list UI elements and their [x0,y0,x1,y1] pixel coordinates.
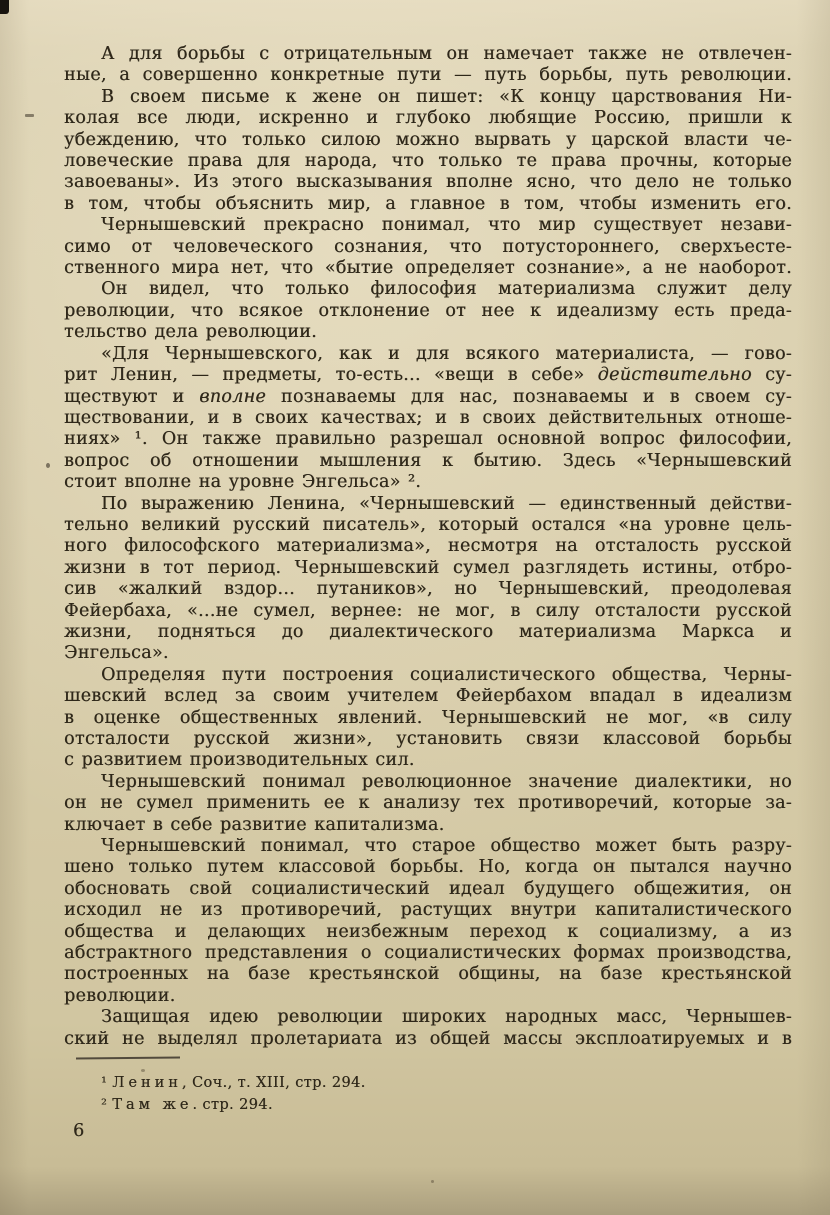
text-run: Защищая идею революции широких народных масс, Чернышев- [101,1007,792,1028]
text-line [64,87,792,108]
text-line [64,536,792,557]
footnote [64,1095,792,1117]
text-run: Фейербаха, «...не сумел, вернее: не мог, в силу отсталости русской [64,600,792,621]
text-line [64,558,792,579]
text-line [64,793,792,814]
text-line [64,258,792,279]
text-run: тельство дела революции. [64,322,318,343]
ink-speck [25,114,34,117]
text-line [64,429,792,450]
text-line [64,365,792,386]
paragraph [64,215,792,279]
text-line [64,344,792,365]
text-line [64,172,792,193]
text-run: революции, что всякое отклонение от нее к идеализму есть преда- [64,300,792,321]
paragraph [64,836,792,1007]
text-run: Чернышевский прекрасно понимал, что мир существует незави- [101,215,792,236]
text-run: «Для Чернышевского, как и для всякого материалиста, — гово- [101,343,792,364]
text-run: ² [101,1096,113,1113]
text-run: ственного мира нет, что «бытие определяет сознание», а не наоборот. [64,258,792,279]
text-run: убеждению, что только силою можно вырвать у царской власти че- [64,129,792,150]
text-run: тельно великий русский писатель», который остался «на уровне цель- [64,514,792,535]
text-run: общества и делающих неизбежным переход к социализму, а из [64,921,792,942]
text-run: Чернышевский понимал, что старое общество может быть разру- [101,836,792,857]
text-line [64,857,792,878]
footnotes [64,1073,792,1116]
text-line [64,922,792,943]
text-line [64,472,792,493]
text-line [64,301,792,322]
text-run: ключает в себе развитие капитализма. [64,814,445,835]
text-line [64,708,792,729]
text-line [64,601,792,622]
text-block [64,44,792,1050]
text-run: ществовании, и в своих качествах; и в своих действительных отноше- [64,407,792,428]
text-run: . стр. 294. [192,1096,273,1113]
text-run: отсталости русской жизни», установить связи классовой борьбы [64,729,792,749]
text-line [64,1007,792,1028]
text-line [64,151,792,172]
text-line [64,1029,792,1050]
text-run: Энгельса». [64,643,169,664]
footnote [64,1073,792,1095]
ink-speck [46,463,50,468]
text-run: ществуют и [64,386,200,407]
text-run: обосновать свой социалистический идеал будущего общежития, он [64,878,792,899]
text-line [64,130,792,151]
text-line [64,408,792,429]
paragraph [64,1007,792,1050]
text-run: действительно [597,365,752,386]
text-run: В своем письме к жене он пишет: «К концу царствования Ни- [101,86,792,107]
paragraph [64,344,792,494]
paragraph [64,494,792,665]
text-run: с развитием производительных сил. [64,750,415,771]
text-run: Определяя пути построения социалистического общества, Черны- [101,664,792,685]
text-run: ные, а совершенно конкретные пути — путь борьбы, путь революции. [64,65,792,86]
text-line [64,643,792,664]
text-line [64,494,792,515]
text-run: исходил не из противоречий, растущих внутри капиталистического [64,900,792,921]
text-line [64,194,792,215]
text-line [64,943,792,964]
text-line [64,237,792,258]
text-run: шено только путем классовой борьбы. Но, когда он пытался научно [64,857,792,878]
text-run: завоеваны». Из этого высказывания вполне ясно, что дело не только [64,172,792,193]
paragraph [64,772,792,836]
scan-corner-artifact [0,0,9,14]
text-line [64,665,792,686]
text-line [64,772,792,793]
paragraph [64,87,792,215]
text-line [64,879,792,900]
text-line [64,815,792,836]
text-run: шевский вслед за своим учителем Фейербахом впадал в идеализм [64,686,792,707]
text-line [64,964,792,985]
text-line [64,65,792,86]
text-run: симо от человеческого сознания, что потустороннего, сверхъесте- [64,236,792,257]
text-run: ¹ [101,1075,113,1091]
text-line [64,622,792,643]
text-line [64,750,792,771]
text-run: Там же [112,1096,193,1113]
text-run: вопрос об отношении мышления к бытию. Здесь «Чернышевский [64,450,792,471]
paragraph [64,44,792,87]
text-run: ский не выделял пролетариата из общей массы эксплоатируемых и в [64,1028,792,1049]
ink-speck [141,1069,145,1072]
text-run: рит Ленин, — предметы, то-есть... «вещи в себе» [64,365,598,386]
ink-speck [431,1180,434,1183]
text-line [64,686,792,707]
text-run: познаваемы для нас, познаваемы и в своем су- [266,386,792,407]
paragraph [64,279,792,343]
text-line [64,215,792,236]
text-run: По выражению Ленина, «Чернышевский — единственный действи- [101,493,792,514]
text-run: Чернышевский понимал революционное значение диалектики, но [101,771,792,792]
text-line [64,515,792,536]
text-run: построенных на базе крестьянской общины, на базе крестьянской [64,964,792,985]
text-run: су- [751,365,792,386]
text-line [64,387,792,408]
text-line [64,836,792,857]
page-number: 6 [73,1121,85,1141]
text-run: колая все люди, искренно и глубоко любящие Россию, пришли к [64,108,792,129]
text-line [64,579,792,600]
text-run: революции. [64,985,176,1006]
text-run: А для борьбы с отрицательным он намечает также не отвлечен- [101,44,792,64]
text-run: ного философского материализма», несмотря на отсталость русской [64,536,792,557]
text-run: он не сумел применить ее к анализу тех противоречий, которые за- [64,793,792,814]
text-line [64,451,792,472]
text-run: ловеческие права для народа, что только те права прочны, которые [64,151,792,172]
text-run: жизни, подняться до диалектического материализма Маркса и [64,621,792,642]
text-run: ниях» ¹. Он также правильно разрешал основной вопрос философии, [64,429,792,450]
text-line [64,279,792,300]
text-line [64,986,792,1007]
text-run: Ленин [112,1075,182,1091]
text-line [64,900,792,921]
footnote-rule [76,1057,180,1060]
paragraph [64,665,792,772]
text-line [64,108,792,129]
text-line [64,44,792,65]
text-run: Он видел, что только философия материализма служит делу [101,279,792,300]
text-run: стоит вполне на уровне Энгельса» ². [64,472,422,493]
text-run: в том, чтобы объяснить мир, а главное в том, чтобы изменить его. [64,193,792,214]
text-run: абстрактного представления о социалистических формах производства, [64,943,792,964]
text-run: вполне [199,386,267,407]
text-run: в оценке общественных явлений. Чернышевский не мог, «в силу [64,707,792,728]
text-run: жизни в тот период. Чернышевский сумел разглядеть истины, отбро- [64,557,792,578]
text-line [64,322,792,343]
text-line [64,729,792,750]
text-run: , Соч., т. XIII, стр. 294. [181,1075,366,1091]
text-run: сив «жалкий вздор... путаников», но Чернышевский, преодолевая [64,579,792,600]
